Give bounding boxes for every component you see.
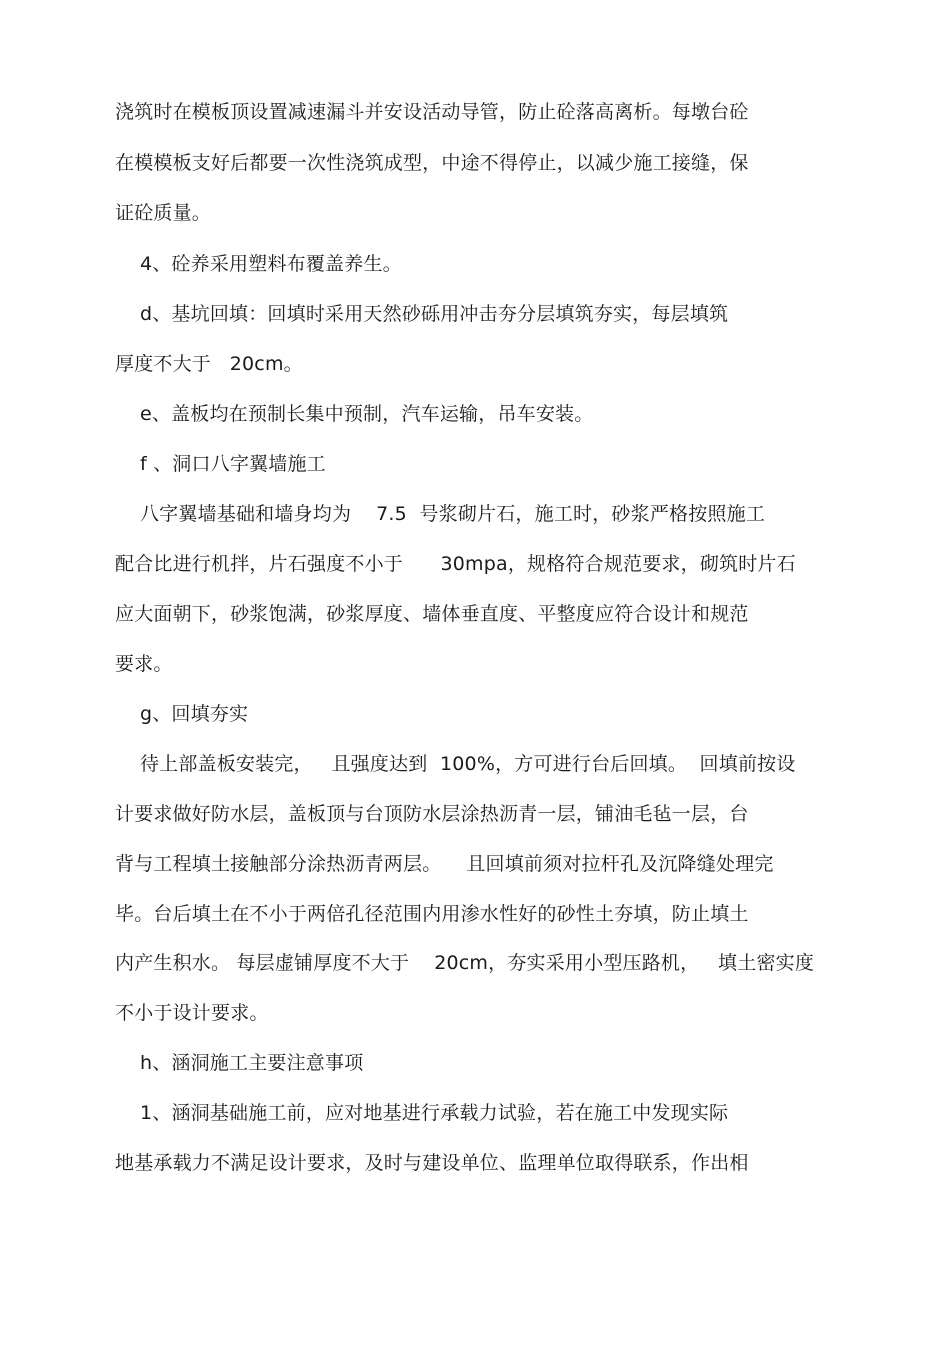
text-line: 待上部盖板安装完， 且强度达到 100%，方可进行台后回填。 回填前按设 [115, 753, 796, 775]
text-line: e、盖板均在预制长集中预制，汽车运输，吊车安装。 [115, 403, 594, 425]
text-line: 背与工程填土接触部分涂热沥青两层。 且回填前须对拉杆孔及沉降缝处理完 [115, 853, 774, 875]
text-line: d、基坑回填：回填时采用天然砂砾用冲击夯分层填筑夯实，每层填筑 [115, 303, 729, 325]
section-heading: g、回填夯实 [115, 703, 249, 725]
text-line: 4、砼养采用塑料布覆盖养生。 [115, 253, 402, 275]
text-line: 配合比进行机拌，片石强度不小于 30mpa，规格符合规范要求，砌筑时片石 [115, 553, 796, 575]
text-line: 地基承载力不满足设计要求，及时与建设单位、监理单位取得联系，作出相 [115, 1152, 749, 1174]
text-line: 应大面朝下，砂浆饱满，砂浆厚度、墙体垂直度、平整度应符合设计和规范 [115, 603, 749, 625]
text-line: 证砼质量。 [115, 202, 212, 224]
text-line: 厚度不大于 20cm。 [115, 353, 303, 375]
text-line: 内产生积水。 每层虚铺厚度不大于 20cm，夯实采用小型压路机， 填土密实度 [115, 952, 815, 974]
text-line: 浇筑时在模板顶设置减速漏斗并安设活动导管，防止砼落高离析。每墩台砼 [115, 101, 749, 123]
text-line: 不小于设计要求。 [115, 1002, 269, 1024]
text-line: 计要求做好防水层，盖板顶与台顶防水层涂热沥青一层，铺油毛毡一层，台 [115, 803, 749, 825]
text-line: 要求。 [115, 653, 173, 675]
section-heading: h、涵洞施工主要注意事项 [115, 1052, 364, 1074]
text-line: 1、涵洞基础施工前，应对地基进行承载力试验，若在施工中发现实际 [115, 1102, 729, 1124]
text-line: 八字翼墙基础和墙身均为 7.5 号浆砌片石，施工时，砂浆严格按照施工 [115, 503, 766, 525]
text-line: 毕。台后填土在不小于两倍孔径范围内用渗水性好的砂性土夯填，防止填土 [115, 903, 749, 925]
section-heading: f 、洞口八字翼墙施工 [115, 453, 326, 475]
text-line: 在模模板支好后都要一次性浇筑成型，中途不得停止，以减少施工接缝，保 [115, 152, 749, 174]
